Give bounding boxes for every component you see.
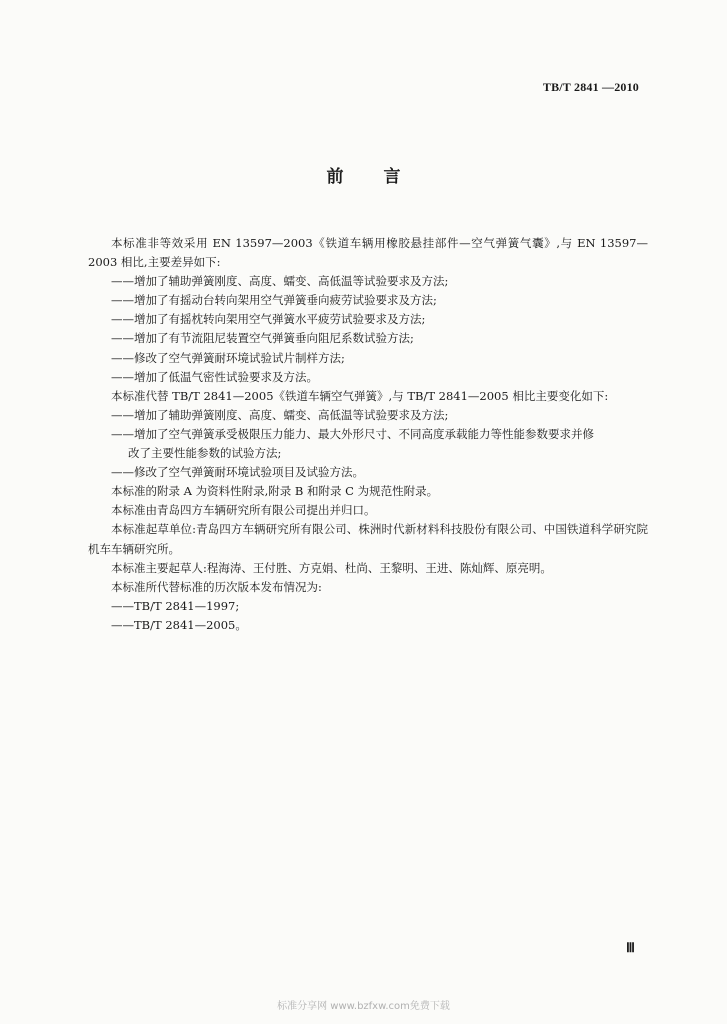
list-item: ——修改了空气弹簧耐环境试验试片制样方法; xyxy=(111,350,345,365)
foreword-body xyxy=(88,234,648,635)
title-char-2: 言 xyxy=(383,167,401,187)
list-item-continuation: 改了主要性能参数的试验方法; xyxy=(128,446,282,461)
paragraph-history: 本标准所代替标准的历次版本发布情况为: xyxy=(111,579,322,594)
title-char-1: 前 xyxy=(326,167,344,187)
list-item: ——增加了有摇动台转向架用空气弹簧垂向疲劳试验要求及方法; xyxy=(111,293,437,308)
list-item: ——增加了有摇枕转向架用空气弹簧水平疲劳试验要求及方法; xyxy=(111,312,426,327)
paragraph-replacement: 本标准代替 TB/T 2841—2005《铁道车辆空气弹簧》,与 TB/T 2841—2005 相比主要变化如下: xyxy=(111,388,609,403)
paragraph-drafters: 本标准主要起草人:程海涛、王付胜、方克娟、杜尚、王黎明、王进、陈灿辉、原亮明。 xyxy=(111,560,552,575)
list-item: ——增加了辅助弹簧刚度、高度、蠕变、高低温等试验要求及方法; xyxy=(111,407,449,422)
paragraph-proposer: 本标准由青岛四方车辆研究所有限公司提出并归口。 xyxy=(111,503,376,518)
list-item: ——增加了有节流阻尼装置空气弹簧垂向阻尼系数试验方法; xyxy=(111,331,414,346)
section-title xyxy=(0,162,727,187)
watermark-footer: 标准分享网 www.bzfxw.com免费下载 xyxy=(277,1001,450,1012)
paragraph-drafting-units: 本标准起草单位:青岛四方车辆研究所有限公司、株洲时代新材料科技股份有限公司、中国铁道科学研究院机车车辆研究所。 xyxy=(88,522,648,556)
list-item: ——增加了空气弹簧承受极限压力能力、最大外形尺寸、不同高度承载能力等性能参数要求并修 xyxy=(111,426,594,441)
list-item: ——增加了辅助弹簧刚度、高度、蠕变、高低温等试验要求及方法; xyxy=(111,274,449,289)
page-number: Ⅲ xyxy=(626,940,635,955)
list-item: ——TB/T 2841—2005。 xyxy=(111,617,247,632)
list-item: ——增加了低温气密性试验要求及方法。 xyxy=(111,369,318,384)
paragraph-appendix: 本标准的附录 A 为资料性附录,附录 B 和附录 C 为规范性附录。 xyxy=(111,484,439,499)
document-number: TB/T 2841 —2010 xyxy=(542,80,639,94)
list-item: ——TB/T 2841—1997; xyxy=(111,598,240,613)
list-item: ——修改了空气弹簧耐环境试验项目及试验方法。 xyxy=(111,465,364,480)
paragraph-adoption: 本标准非等效采用 EN 13597—2003《铁道车辆用橡胶悬挂部件—空气弹簧气囊》,与 EN 13597—2003 相比,主要差异如下: xyxy=(88,236,648,270)
